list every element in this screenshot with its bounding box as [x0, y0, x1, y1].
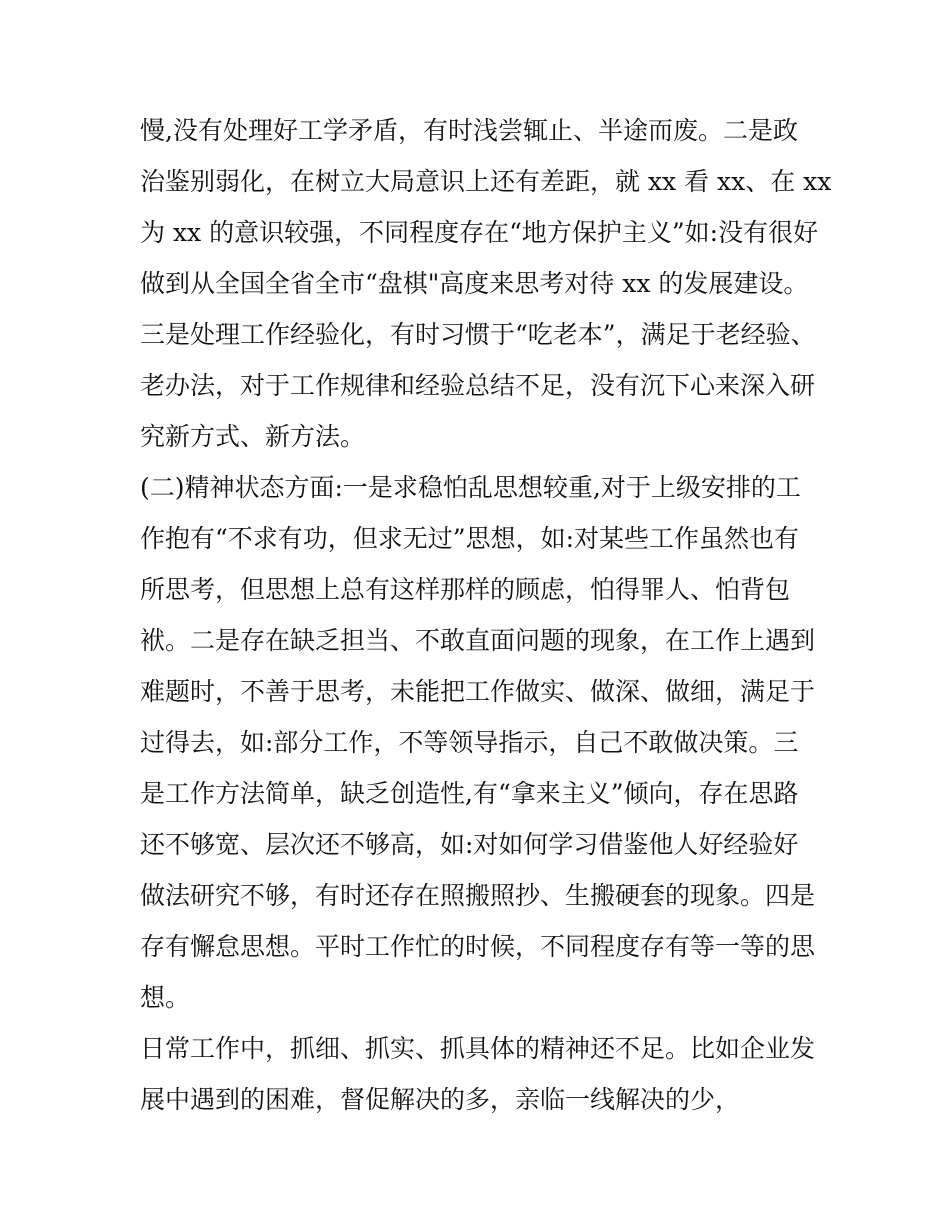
text-line: 存有懈怠思想。平时工作忙的时候，不同程度存有等一等的思 — [140, 932, 816, 961]
text-line: 难题时，不善于思考，未能把工作做实、做深、做细，满足于 — [140, 677, 816, 706]
text-line: 还不够宽、层次还不够高，如:对如何学习借鉴他人好经验好 — [140, 830, 799, 859]
body-text — [140, 105, 840, 1125]
text-line: 老办法，对于工作规律和经验总结不足，没有沉下心来深入研 — [140, 371, 816, 400]
section-heading-line: (二)精神状态方面:一是求稳怕乱思想较重,对于上级安排的工 — [140, 473, 801, 502]
text-line: 作抱有“不求有功，但求无过”思想，如:对某些工作虽然也有 — [140, 524, 799, 553]
text-line: 究新方式、新方法。 — [140, 422, 366, 451]
text-line: 做法研究不够，有时还存在照搬照抄、生搬硬套的现象。四是 — [140, 881, 816, 910]
text-line: 是工作方法简单，缺乏创造性,有“拿来主义”倾向，存在思路 — [140, 779, 799, 808]
text-line: 想。 — [140, 983, 191, 1012]
text-line: 治鉴别弱化，在树立大局意识上还有差距，就 xx 看 xx、在 xx — [140, 167, 832, 196]
text-line: 慢,没有处理好工学矛盾，有时浅尝辄止、半途而废。二是政 — [140, 116, 798, 145]
text-line: 过得去，如:部分工作，不等领导指示，自己不敢做决策。三 — [140, 728, 799, 757]
paragraph-start-line: 日常工作中，抓细、抓实、抓具体的精神还不足。比如企业发 — [140, 1034, 816, 1063]
text-line: 做到从全国全省全市“盘棋"高度来思考对待 xx 的发展建设。 — [140, 269, 809, 298]
text-line: 所思考，但思想上总有这样那样的顾虑，怕得罪人、怕背包 — [140, 575, 791, 604]
text-line: 展中遇到的困难，督促解决的多，亲临一线解决的少， — [140, 1085, 741, 1114]
text-line: 三是处理工作经验化，有时习惯于“吃老本”，满足于老经验、 — [140, 320, 816, 349]
text-line: 袱。二是存在缺乏担当、不敢直面问题的现象，在工作上遇到 — [140, 626, 816, 655]
text-line: 为 xx 的意识较强，不同程度存在“地方保护主义”如:没有很好 — [140, 218, 819, 247]
